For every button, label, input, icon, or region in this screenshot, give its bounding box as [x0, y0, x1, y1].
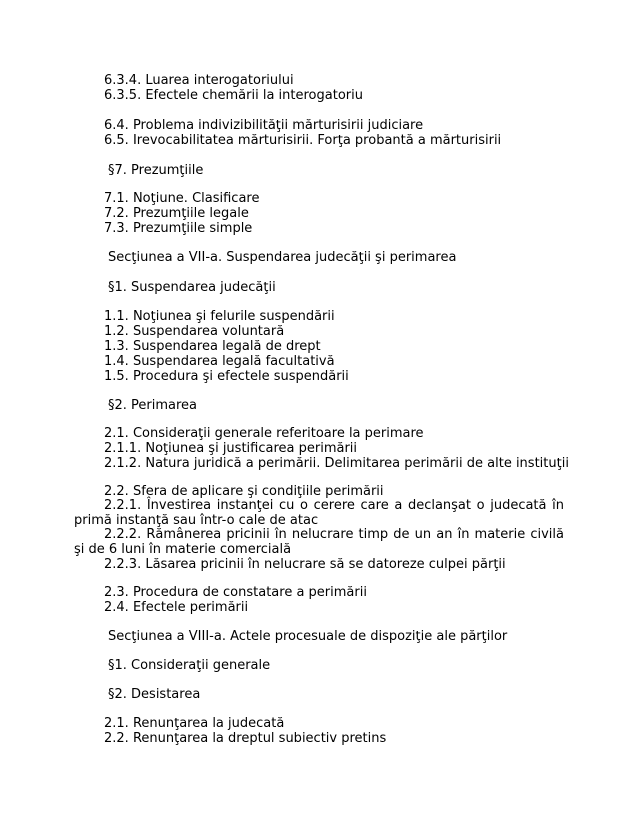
toc-entry: 2.1.1. Noţiunea şi justificarea perimării: [104, 441, 358, 456]
toc-entry: 1.4. Suspendarea legală facultativă: [104, 354, 335, 369]
toc-entry: 2.1. Consideraţii generale referitoare la perimare: [104, 426, 424, 441]
toc-entry-wrapped: 2.2.2. Rămânerea pricinii în nelucrare timp de un an în materie civilă şi de 6 luni în materie comercială: [74, 527, 564, 557]
section-heading: §1. Suspendarea judecăţii: [108, 280, 276, 295]
toc-entry: 2.1.2. Natura juridică a perimării. Delimitarea perimării de alte instituţii: [104, 456, 569, 471]
toc-entry: 2.2.3. Lăsarea pricinii în nelucrare să se datoreze culpei părţii: [104, 557, 506, 572]
toc-entry: 7.3. Prezumţiile simple: [104, 221, 253, 236]
section-heading: Secţiunea a VIII-a. Actele procesuale de dispoziţie ale părţilor: [108, 629, 508, 644]
toc-entry: 1.2. Suspendarea voluntară: [104, 324, 285, 339]
toc-entry: 6.4. Problema indivizibilităţii mărturisirii judiciare: [104, 118, 424, 133]
toc-entry: 2.3. Procedura de constatare a perimării: [104, 585, 367, 600]
toc-entry: 7.1. Noţiune. Clasificare: [104, 191, 260, 206]
toc-entry: 6.3.4. Luarea interogatoriului: [104, 73, 294, 88]
toc-entry: 2.1. Renunţarea la judecată: [104, 716, 285, 731]
toc-entry: 6.3.5. Efectele chemării la interogatoriu: [104, 88, 363, 103]
section-heading: §2. Perimarea: [108, 398, 198, 413]
toc-entry: 2.4. Efectele perimării: [104, 600, 249, 615]
toc-entry: 2.2. Sfera de aplicare şi condiţiile perimării: [104, 484, 384, 499]
toc-entry: 6.5. Irevocabilitatea mărturisirii. Forţa probantă a mărturisirii: [104, 133, 502, 148]
toc-entry: 2.2. Renunţarea la dreptul subiectiv pretins: [104, 731, 387, 746]
section-heading: §7. Prezumţiile: [108, 163, 204, 178]
toc-entry-wrapped: 2.2.1. Învestirea instanţei cu o cerere care a declanşat o judecată în primă instanţă sau într-o cale de atac: [74, 498, 564, 528]
toc-entry: 1.1. Noţiunea şi felurile suspendării: [104, 309, 335, 324]
toc-entry: 1.5. Procedura şi efectele suspendării: [104, 369, 349, 384]
toc-entry: 7.2. Prezumţiile legale: [104, 206, 249, 221]
section-heading: Secţiunea a VII-a. Suspendarea judecăţii şi perimarea: [108, 250, 457, 265]
toc-entry: 1.3. Suspendarea legală de drept: [104, 339, 321, 354]
section-heading: §1. Consideraţii generale: [108, 658, 271, 673]
section-heading: §2. Desistarea: [108, 687, 201, 702]
